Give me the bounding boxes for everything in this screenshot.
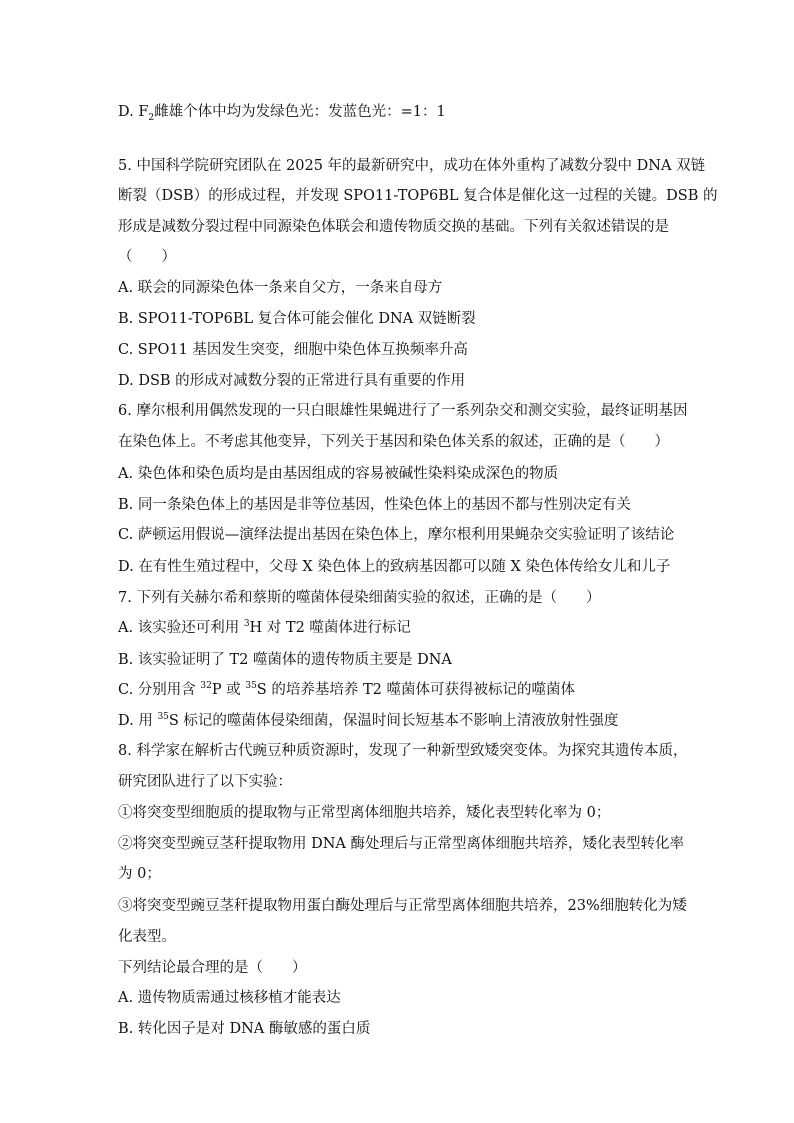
q4-option-d bbox=[118, 103, 698, 121]
superscript: 3 bbox=[243, 619, 250, 630]
q7-option-c bbox=[118, 681, 698, 699]
text-run: 为 0； bbox=[118, 866, 161, 882]
text-run: 下列结论最合理的是（ ） bbox=[118, 960, 307, 976]
text-run: A. 联会的同源染色体一条来自父方，一条来自母方 bbox=[118, 280, 443, 296]
q6-stem-1 bbox=[118, 402, 698, 420]
text-run: 8. 科学家在解析古代豌豆种质资源时，发现了一种新型致矮突变体。为探究其遗传本质， bbox=[118, 743, 688, 759]
q8-exp-2b bbox=[118, 865, 698, 883]
q5-stem-paren bbox=[118, 248, 698, 266]
text-run: B. 转化因子是对 DNA 酶敏感的蛋白质 bbox=[118, 1021, 371, 1037]
text-run: H 对 T2 噬菌体进行标记 bbox=[249, 620, 411, 636]
text-run: A. 染色体和染色质均是由基因组成的容易被碱性染料染成深色的物质 bbox=[118, 466, 559, 482]
q5-option-b bbox=[118, 310, 698, 328]
q7-stem bbox=[118, 589, 698, 607]
text-run: A. 遗传物质需通过核移植才能表达 bbox=[118, 990, 341, 1006]
text-run: A. 该实验还可利用 bbox=[118, 620, 244, 636]
q5-option-c bbox=[118, 341, 698, 359]
superscript: 35 bbox=[157, 712, 169, 723]
text-run: 在染色体上。不考虑其他变异，下列关于基因和染色体关系的叙述，正确的是（ ） bbox=[118, 434, 669, 450]
q8-exp-1 bbox=[118, 804, 698, 822]
text-run: 化表型。 bbox=[118, 929, 176, 945]
superscript: 32 bbox=[200, 681, 212, 692]
text-run: 5. 中国科学院研究团队在 2025 年的最新研究中，成功在体外重构了减数分裂中 DNA 双链 bbox=[118, 158, 706, 174]
text-run: ①将突变型细胞质的提取物与正常型离体细胞共培养，矮化表型转化率为 0； bbox=[118, 805, 611, 821]
q5-stem-2 bbox=[118, 187, 718, 205]
text-run: 研究团队进行了以下实验： bbox=[118, 774, 292, 790]
q5-option-a bbox=[118, 279, 698, 297]
q6-option-a bbox=[118, 465, 698, 483]
q6-option-c bbox=[118, 526, 698, 544]
text-run: 断裂（DSB）的形成过程，并发现 SPO11-TOP6BL 复合体是催化这一过程的关键。DSB 的 bbox=[118, 188, 718, 204]
subscript: 2 bbox=[148, 112, 155, 123]
q5-stem-1 bbox=[118, 157, 706, 175]
text-run: C. SPO11 基因发生突变，细胞中染色体互换频率升高 bbox=[118, 342, 468, 358]
text-run: P 或 bbox=[211, 682, 246, 698]
text-run: ③将突变型豌豆茎秆提取物用蛋白酶处理后与正常型离体细胞共培养，23%细胞转化为矮 bbox=[118, 898, 687, 914]
q8-exp-3a bbox=[118, 897, 698, 915]
text-run: 形成是减数分裂过程中同源染色体联会和遗传物质交换的基础。下列有关叙述错误的是 bbox=[118, 219, 669, 235]
q7-option-a bbox=[118, 619, 698, 637]
text-run: B. SPO11-TOP6BL 复合体可能会催化 DNA 双链断裂 bbox=[118, 311, 476, 327]
text-run: 雌雄个体中均为发绿色光：发蓝色光：=1：1 bbox=[154, 104, 446, 120]
q5-option-d bbox=[118, 372, 698, 390]
text-run: 6. 摩尔根利用偶然发现的一只白眼雄性果蝇进行了一系列杂交和测交实验，最终证明基因 bbox=[118, 403, 688, 419]
text-run: D. F bbox=[118, 104, 149, 120]
text-run: B. 该实验证明了 T2 噬菌体的遗传物质主要是 DNA bbox=[118, 652, 452, 668]
text-run: D. DSB 的形成对减数分裂的正常进行具有重要的作用 bbox=[118, 373, 466, 389]
q8-stem-1 bbox=[118, 742, 698, 760]
text-run: S 的培养基培养 T2 噬菌体可获得被标记的噬菌体 bbox=[256, 682, 575, 698]
text-run: S 标记的噬菌体侵染细菌，保温时间长短基本不影响上清液放射性强度 bbox=[168, 713, 619, 729]
text-run: ②将突变型豌豆茎秆提取物用 DNA 酶处理后与正常型离体细胞共培养，矮化表型转化率 bbox=[118, 836, 684, 852]
q5-stem-3 bbox=[118, 218, 698, 236]
text-run: C. 萨顿运用假说—演绎法提出基因在染色体上，摩尔根利用果蝇杂交实验证明了该结论 bbox=[118, 527, 675, 543]
q8-exp-2a bbox=[118, 835, 698, 853]
text-run: （ ） bbox=[118, 249, 176, 265]
text-run: C. 分别用含 bbox=[118, 682, 201, 698]
superscript: 35 bbox=[245, 681, 257, 692]
text-run: 7. 下列有关赫尔希和蔡斯的噬菌体侵染细菌实验的叙述，正确的是（ ） bbox=[118, 590, 601, 606]
q6-option-b bbox=[118, 496, 698, 514]
q6-stem-2 bbox=[118, 433, 698, 451]
q6-option-d bbox=[118, 558, 698, 576]
q8-option-a bbox=[118, 989, 698, 1007]
text-run: B. 同一条染色体上的基因是非等位基因，性染色体上的基因不都与性别决定有关 bbox=[118, 497, 631, 513]
q8-question bbox=[118, 959, 698, 977]
q8-option-b bbox=[118, 1020, 698, 1038]
q7-option-b bbox=[118, 651, 698, 669]
q8-exp-3b bbox=[118, 928, 698, 946]
text-run: D. 用 bbox=[118, 713, 158, 729]
q7-option-d bbox=[118, 712, 698, 730]
text-run: D. 在有性生殖过程中，父母 X 染色体上的致病基因都可以随 X 染色体传给女儿和儿子 bbox=[118, 559, 671, 575]
q8-stem-2 bbox=[118, 773, 698, 791]
